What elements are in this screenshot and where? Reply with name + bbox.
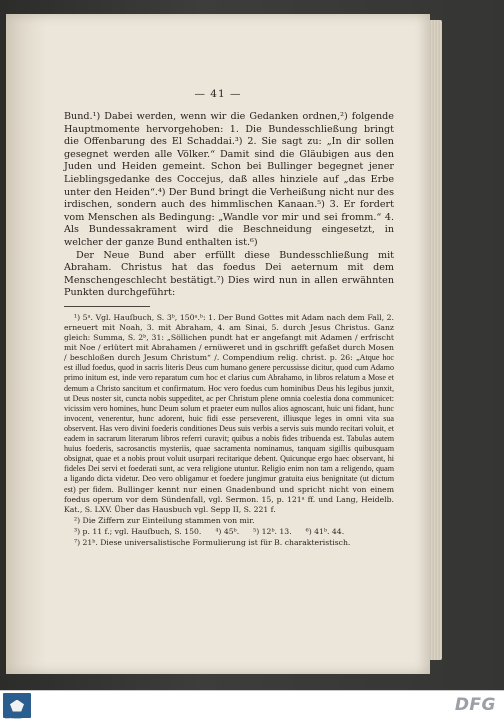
footnote-1-end: Bullinger kennt nur einen Gnadenbund und spricht nicht von einem foedus operum vor dem Sündenfall, vgl. Sermon. 15, p. 121ᵃ ff. und Lang, Heidelb. Kat., S. LXV. Über das Hausbuch vgl. Sepp II, S. 221 f.	[64, 484, 394, 514]
footnote-4: ⁴) 45ᵇ.	[215, 526, 240, 536]
footnote-7: ⁷) 21ᵇ. Diese universalistische Formulierung ist für B. charakteristisch.	[74, 537, 351, 547]
footnote-row	[64, 527, 394, 537]
page-edges	[428, 20, 442, 660]
dfg-logo[interactable]: DFG	[454, 695, 496, 715]
paragraph-2: Der Neue Bund aber erfüllt diese Bundesschließung mit Abraham. Christus hat das foedus Dei aeternum mit dem Menschengeschlecht bestätigt.⁷) Dies wird nun in allen erwähnten Punkten durchgeführt:	[64, 249, 394, 299]
footnote-3: ³) p. 11 f.; vgl. Hauſbuch, S. 150.	[74, 526, 202, 536]
logo-caption: FRANCKESCHE STIFTUNGEN	[5, 714, 25, 720]
footnote-6: ⁶) 41ᵇ. 44.	[305, 526, 345, 536]
viewer-footer	[0, 690, 504, 720]
book-page	[6, 14, 430, 674]
footnote-5: ⁵) 12ᵇ. 13.	[253, 526, 292, 536]
page-number: — 41 —	[194, 88, 242, 100]
footnote-rule	[64, 306, 150, 307]
footnote-1-german: ¹) 5ᵃ. Vgl. Hauſbuch, S. 3ᵇ, 150ᵃ.ᵇ: 1. Der Bund Gottes mit Adam nach dem Fall, 2. erneuert mit Noah, 3. mit Abraham, 4. am Sinai, 5. durch Jesus Christus. Ganz gleich: Summa, S. 2ᵇ, 31: „Söllichen pundt hat er angefangt mit Adamen / erfrischt mit Noe / erlütert mit Abrahamen / ernüweret und in gschrifft gefaßet durch Mosen / beschloßen durch Jesum Christum“ /. Compendium relig. christ. p. 26:	[64, 312, 394, 363]
footnote-1-latin: „Atque hoc est illud foedus, quod in sacris literis Deus cum humano genere percussisse dicitur, quod cum Adamo primo initum est, inde vero reparatum cum hoc et clarius cum Abrahamo, in libros relatum a Mose et demum a Christo sancitum et confirmatum. Hoc vero foedus cum hominibus Deus his legibus junxit, ut Deus noster sit, cuncta nobis suppeditet, ac per Christum plene omnia coelestia dona communicet: vicissim vero homines, hunc Deum solum et praeter eum nullos alios agnoscant, huic uni fidant, hunc invocent, venerentur, hunc adorent, huic fidi esse perseverent, illiusque leges in omni vita sua observent. Has vero divini foederis conditiones Deus suis verbis a servis suis mundo recitari voluit, et eadem in sacrarum literarum libros referri curavit; quibus a nobis fides tribuenda est. Tabulas autem huius foederis, sacrosanctis mysteriis, quae sacramenta nominamus, tanquam sigillis quibusquam obsignat, quae et a nobis prout voluit usurpari recitarique debent. Quicunque ergo haec observant, hi fideles Dei servi et foederati sunt, ac vera religione utuntur. Religio enim non tam a religendo, quam a ligando dicta videtur. Deo vero obligamur et foedere jungimur gratuita eius benignitate (ut dictum est) per fidem.	[64, 353, 394, 494]
gutter-shadow	[6, 14, 46, 674]
paragraph-1: Bund.¹) Dabei werden, wenn wir die Gedanken ordnen,²) folgende Hauptmomente hervorgehoben: 1. Die Bundesschließung bringt die Offenbarung des El Schaddai.³) 2. Sie sagt zu: „In dir sollen gesegnet werden alle Völker.“ Damit sind die Gläubigen aus den Juden und Heiden gemeint. Schon bei Bullinger begegnet jener Lieblingsgedanke des Coccejus, daß alles hinziele auf „das Erbe unter den Heiden“.⁴) Der Bund bringt die Verheißung nicht nur des irdischen, sondern auch des himmlischen Kanaan.⁵) 3. Er fordert vom Menschen als Bedingung: „Wandle vor mir und sei fromm.“ 4. Als Bundessakrament wird die Beschneidung eingesetzt, in welcher der ganze Bund enthalten ist.⁶)	[64, 111, 394, 248]
footnotes	[64, 313, 394, 548]
footnote-2: ²) Die Ziffern zur Einteilung stammen von mir.	[74, 515, 255, 525]
main-text	[64, 111, 394, 548]
emblem-icon	[10, 700, 24, 712]
